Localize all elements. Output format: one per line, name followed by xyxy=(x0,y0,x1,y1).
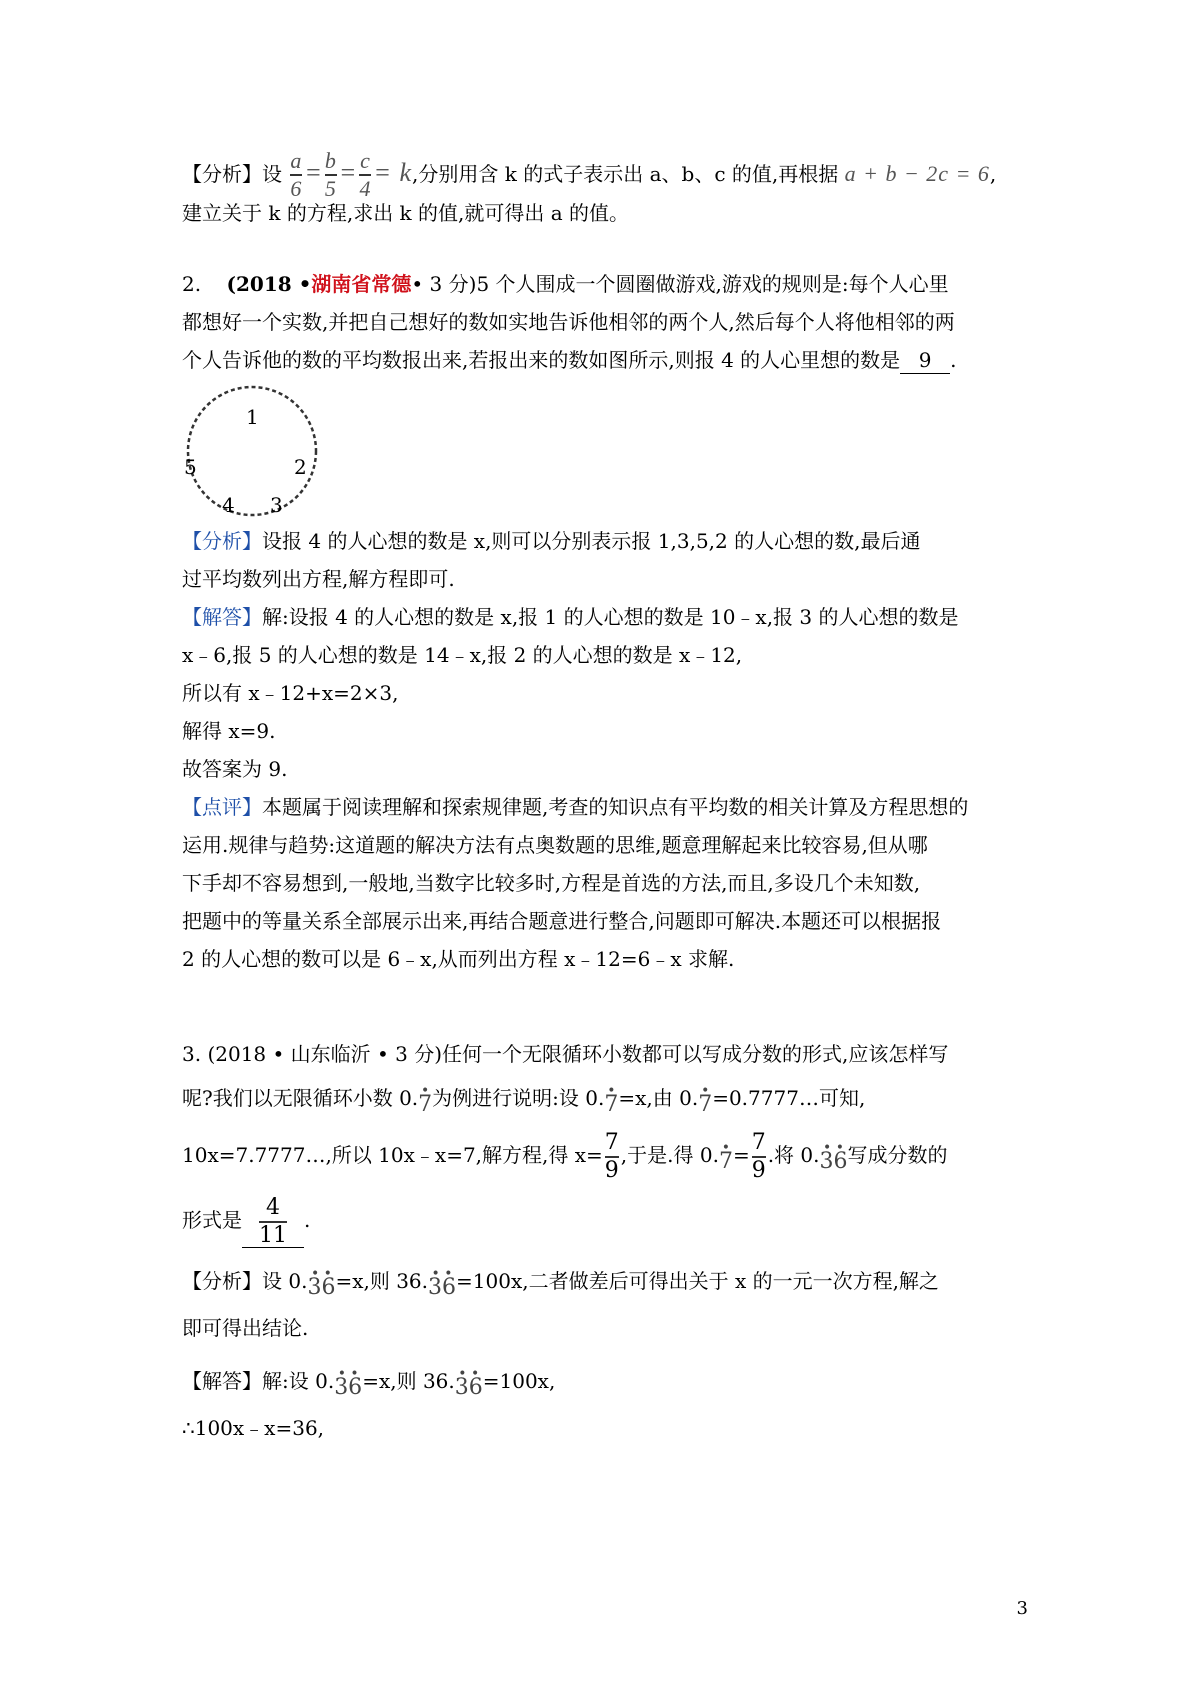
text: 个人告诉他的数的平均数报出来,若报出来的数如图所示,则报 4 的人心里想的数是 xyxy=(182,348,901,372)
text: 形式是 xyxy=(182,1208,242,1232)
repeating-36: • • 36 xyxy=(455,1356,483,1416)
circle-label-2: 2 xyxy=(294,455,307,479)
repeating-7: • 7 xyxy=(698,1076,712,1130)
q2-body xyxy=(182,522,1027,978)
comment-tag: 【点评】 xyxy=(182,795,262,819)
repeating-7: • 7 xyxy=(719,1126,733,1194)
text: .将 0. xyxy=(767,1143,820,1167)
text-line: 下手却不容易想到,一般地,当数字比较多时,方程是首选的方法,而且,多设几个未知数, xyxy=(182,871,921,895)
solution-tag: 【解答】 xyxy=(182,605,262,629)
text: 写成分数的 xyxy=(847,1143,948,1167)
circle-label-5: 5 xyxy=(184,455,197,479)
repeating-36: • • 36 xyxy=(334,1356,362,1416)
text-line: 把题中的等量关系全部展示出来,再结合题意进行整合,问题即可解决.本题还可以根据报 xyxy=(182,909,942,933)
text: =x,则 36. xyxy=(362,1369,455,1393)
circle-label-1: 1 xyxy=(246,405,259,429)
analysis-tag: 【分析】 xyxy=(182,1269,262,1293)
text-line: 3. (2018 • 山东临沂 • 3 分)任何一个无限循环小数都可以写成分数的形式,应该怎样写 xyxy=(182,1042,949,1066)
answer-blank: $\frac{4}{11}$ xyxy=(242,1197,304,1248)
text: =x,由 0. xyxy=(618,1086,699,1110)
text: ,分别用含 k 的式子表示出 a、b、c 的值,再根据 xyxy=(412,161,839,186)
formula-image: $\frac{a}{6}$ = $\frac{b}{5}$ = $\frac{c}{4}$ = k xyxy=(290,148,413,201)
text-line: ∴100x﹣x=36, xyxy=(182,1416,325,1440)
q1-analysis xyxy=(182,150,1027,232)
question-number: 2. xyxy=(182,272,202,296)
text-line: 2 的人心想的数可以是 6﹣x,从而列出方程 x﹣12=6﹣x 求解. xyxy=(182,947,735,971)
text: 设 xyxy=(262,161,282,186)
circle-label-4: 4 xyxy=(222,493,235,517)
text-line: 建立关于 k 的方程,求出 k 的值,就可得出 a 的值。 xyxy=(182,201,630,225)
source-close: • 3 分)5 个人围成一个圆圈做游戏,游戏的规则是:每个人心里 xyxy=(411,272,949,296)
q3 xyxy=(182,1035,1027,1447)
equation-image: a + b − 2c = 6 xyxy=(844,160,990,186)
page-number: 3 xyxy=(1016,1598,1028,1619)
analysis-tag: 【分析】 xyxy=(182,161,262,186)
text-line: 过平均数列出方程,解方程即可. xyxy=(182,567,455,591)
text: 解:设 0. xyxy=(262,1369,335,1393)
text: =100x,二者做差后可得出关于 x 的一元一次方程,解之 xyxy=(456,1269,939,1293)
text-line: x﹣6,报 5 的人心想的数是 14﹣x,报 2 的人心想的数是 x﹣12, xyxy=(182,643,743,667)
repeating-36: • • 36 xyxy=(428,1256,456,1316)
repeating-7: • 7 xyxy=(604,1076,618,1130)
text-line: 所以有 x﹣12+x=2×3, xyxy=(182,681,399,705)
source-open: (2018 • xyxy=(226,272,312,296)
text: 本题属于阅读理解和探索规律题,考查的知识点有平均数的相关计算及方程思想的 xyxy=(262,795,969,819)
text-line: 运用.规律与趋势:这道题的解决方法有点奥数题的思维,题意理解起来比较容易,但从哪 xyxy=(182,833,928,857)
answer-blank: 9 xyxy=(900,347,950,374)
text: =0.7777…可知, xyxy=(712,1086,866,1110)
text-line: 都想好一个实数,并把自己想好的数如实地告诉他相邻的两个人,然后每个人将他相邻的两 xyxy=(182,310,955,334)
text-line: 故答案为 9. xyxy=(182,757,288,781)
text: 解:设报 4 的人心想的数是 x,报 1 的人心想的数是 10﹣x,报 3 的人心想的数是 xyxy=(262,605,959,629)
fraction: $\frac{7}{9}$ xyxy=(751,1129,766,1183)
text: 10x=7.7777…,所以 10x﹣x=7,解方程,得 x= xyxy=(182,1143,603,1167)
analysis-tag: 【分析】 xyxy=(182,529,262,553)
circle-label-3: 3 xyxy=(270,493,283,517)
repeating-7: • 7 xyxy=(418,1076,432,1130)
text: 设报 4 的人心想的数是 x,则可以分别表示报 1,3,5,2 的人心想的数,最后通 xyxy=(262,529,921,553)
source-place: 湖南省常德 xyxy=(311,272,412,296)
text: = xyxy=(732,1143,750,1167)
text: =x,则 36. xyxy=(335,1269,429,1293)
text: . xyxy=(304,1208,311,1232)
text: =100x, xyxy=(482,1369,556,1393)
text: 为例进行说明:设 0. xyxy=(432,1086,605,1110)
circle-diagram xyxy=(178,378,328,528)
solution-tag: 【解答】 xyxy=(182,1369,262,1393)
text-line: 即可得出结论. xyxy=(182,1316,309,1340)
q2 xyxy=(182,265,1027,379)
text-line: 解得 x=9. xyxy=(182,719,276,743)
text: 设 0. xyxy=(262,1269,308,1293)
fraction: $\frac{7}{9}$ xyxy=(604,1129,619,1183)
repeating-36: • • 36 xyxy=(820,1126,848,1194)
text: . xyxy=(950,348,957,372)
repeating-36: • • 36 xyxy=(307,1256,335,1316)
text: ,于是.得 0. xyxy=(620,1143,719,1167)
text: 呢?我们以无限循环小数 0. xyxy=(182,1086,419,1110)
text: , xyxy=(989,161,997,186)
